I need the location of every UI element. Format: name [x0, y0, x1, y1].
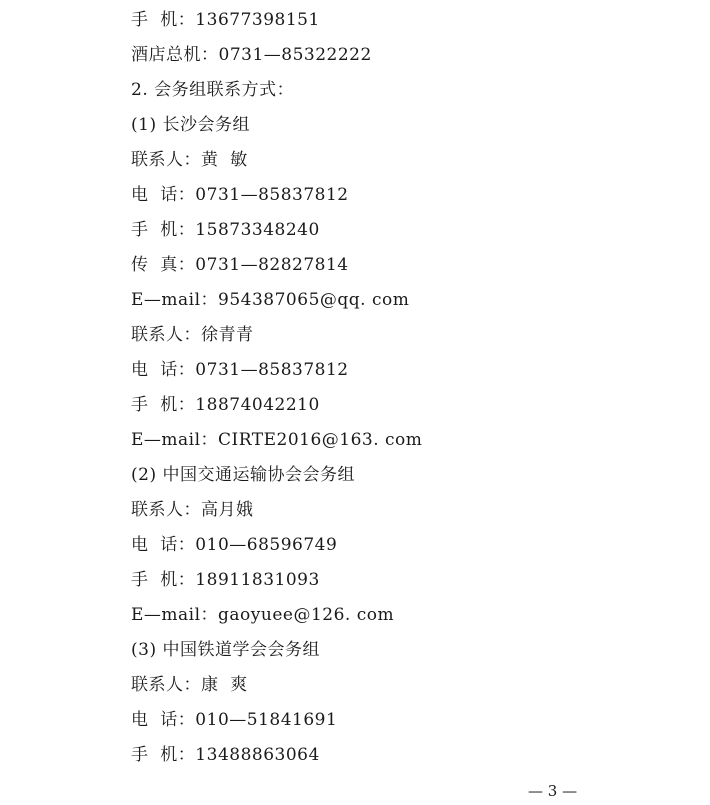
subsection-heading: (3) 中国铁道学会会务组 — [131, 640, 320, 660]
text-line: 电 话：0731—85837812 — [131, 185, 349, 205]
text-line: 手 机：13488863064 — [131, 745, 320, 765]
section-heading: 2. 会务组联系方式： — [131, 80, 295, 100]
page-number: — 3 — — [528, 782, 578, 800]
text-line: 联系人：黄 敏 — [131, 150, 248, 170]
text-line: 手 机：13677398151 — [131, 10, 320, 30]
text-line: E—mail：gaoyuee@126. com — [131, 605, 395, 625]
subsection-heading: (1) 长沙会务组 — [131, 115, 250, 135]
text-line: 手 机：18911831093 — [131, 570, 320, 590]
text-line: E—mail：CIRTE2016@163. com — [131, 430, 423, 450]
text-line: 传 真：0731—82827814 — [131, 255, 349, 275]
text-line: E—mail：954387065@qq. com — [131, 290, 410, 310]
text-line: 手 机：15873348240 — [131, 220, 320, 240]
text-line: 联系人：康 爽 — [131, 675, 248, 695]
text-line: 酒店总机：0731—85322222 — [131, 45, 372, 65]
text-line: 电 话：010—51841691 — [131, 710, 338, 730]
text-line: 联系人：徐青青 — [131, 325, 254, 345]
subsection-heading: (2) 中国交通运输协会会务组 — [131, 465, 355, 485]
text-line: 电 话：0731—85837812 — [131, 360, 349, 380]
text-line: 电 话：010—68596749 — [131, 535, 338, 555]
text-line: 手 机：18874042210 — [131, 395, 320, 415]
text-line: 联系人：高月娥 — [131, 500, 254, 520]
